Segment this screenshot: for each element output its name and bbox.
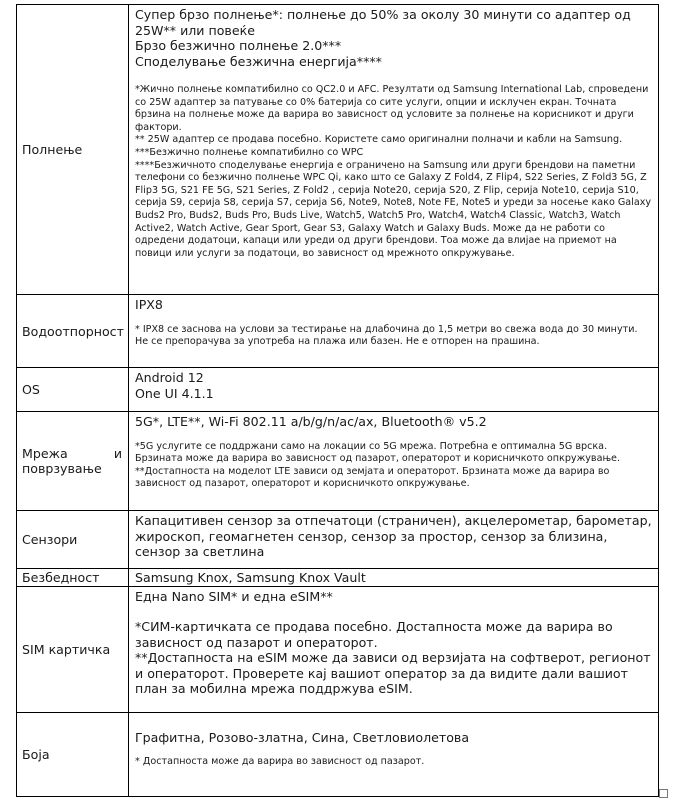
value-line: Една Nano SIM* и една eSIM**	[135, 588, 333, 604]
row-label: OS	[17, 368, 129, 412]
table-row	[17, 295, 659, 368]
value-line: Супер брзо полнење*: полнење до 50% за околу 30 минути со адаптер од 25W** или повеќе	[135, 7, 635, 38]
value-line: **Достапноста на eSIM може да зависи од верзијата на софтверот, регионот и операторот. Проверете кај вашиот оператор за да видите дали вашиот план за мобилна мрежа поддржува eSIM.	[135, 650, 655, 696]
row-value	[129, 569, 659, 587]
row-value	[129, 368, 659, 412]
row-label: Полнење	[17, 5, 129, 295]
footnote: * IPX8 се заснова на услови за тестирање на длабочина до 1,5 метри во свежа вода до 30 минути. Не се препорачува за употреба на плажа или базен. Не е отпорен на прашина.	[135, 323, 641, 348]
row-label: Безбедност	[17, 569, 129, 587]
value-line: *СИМ-картичката се продава посебно. Достапноста може да варира во зависност од пазарот и операторот.	[135, 619, 617, 650]
value-line	[135, 604, 652, 619]
row-value	[129, 295, 659, 368]
spec-table	[16, 4, 659, 797]
value-line: IPX8	[135, 297, 163, 312]
footnote: **Достапноста на моделот LTE зависи од земјата и операторот. Брзината може да варира во зависност од пазарот, операторот и корисничкото опкружување.	[135, 465, 613, 490]
table-row	[17, 412, 659, 511]
value-line: Капацитивен сензор за отпечатоци (страничен), акцелерометар, барометар, жироскоп, геомагнетен сензор, сензор за простор, сензор за близина, сензор за светлина	[135, 513, 656, 559]
row-value	[129, 511, 659, 569]
table-row	[17, 5, 659, 295]
table-row	[17, 712, 659, 796]
value-line: Графитна, Розово-златна, Сина, Светловиолетова	[135, 729, 470, 745]
table-row	[17, 511, 659, 569]
footnote: ****Безжичното споделување енергија е ограничено на Samsung или други брендови на паметни телефони со безжично полнење WPC Qi, како што се Galaxy Z Fold4, Z Flip4, S22 Series, Z Fold3 5G, Z Flip3 5G, S21 FE 5G, S21 Series, Z Fold2 , серија Note20, серија S20, Z Flip, серија Note10, серија S10, серија S9, серија S8, серија S7, серија S6, Note9, Note8, Note FE, Note5 и уреди за носење како Galaxy Buds2 Pro, Buds2, Buds Pro, Buds Live, Watch5, Watch5 Pro, Watch4, Watch4 Classic, Watch3, Watch Active2, Watch Active, Gear Sport, Gear S3, Galaxy Watch и Galaxy Buds. Може да не работи со одредени додатоци, капаци или уреди од други брендови. Тоа може да влијае на приемот на повици или услуги за податоци, во зависност од мрежното опкружување.	[135, 159, 655, 259]
row-value	[129, 586, 659, 712]
row-label: Водоотпорност	[17, 295, 129, 368]
table-row	[17, 368, 659, 412]
table-row	[17, 586, 659, 712]
row-value	[129, 412, 659, 511]
footnote: * Достапноста може да варира во зависност од пазарот.	[135, 756, 425, 767]
footnote: *Жично полнење компатибилно со QC2.0 и AFC. Резултати од Samsung International Lab, спроведени со 25W адаптер за патување со 0% батерија со сите услуги, опции и исклучен екран. Точната брзина на полнење може да варира во зависност од условите за полнење на корисникот и други фактори.	[135, 84, 652, 133]
value-line: Android 12	[135, 370, 204, 385]
footnote: ** 25W адаптер се продава посебно. Користете само оригинални полначи и кабли на Samsung.	[135, 134, 623, 146]
row-value	[129, 5, 659, 295]
footnote: *5G услугите се поддржани само на локации со 5G мрежа. Потребна е оптимална 5G врска. Брзината може да варира во зависност од пазарот, операторот и корисничкото опкружување.	[135, 440, 621, 465]
value-line: One UI 4.1.1	[135, 385, 214, 401]
value-line: 5G*, LTE**, Wi-Fi 802.11 a/b/g/n/ac/ax, Bluetooth® v5.2	[135, 414, 487, 429]
footnote: ***Безжично полнење компатибилно со WPC	[135, 146, 364, 158]
table-resize-handle[interactable]	[659, 789, 668, 798]
row-label: SIM картичка	[17, 586, 129, 712]
table-row	[17, 569, 659, 587]
row-label: Мрежа и поврзување	[17, 412, 129, 511]
value-line: Брзо безжично полнење 2.0***	[135, 38, 342, 53]
value-line: Samsung Knox, Samsung Knox Vault	[135, 570, 366, 585]
row-label: Сензори	[17, 511, 129, 569]
row-value	[129, 712, 659, 796]
value-line: Споделување безжична енергија****	[135, 53, 382, 69]
row-label: Боја	[17, 712, 129, 796]
